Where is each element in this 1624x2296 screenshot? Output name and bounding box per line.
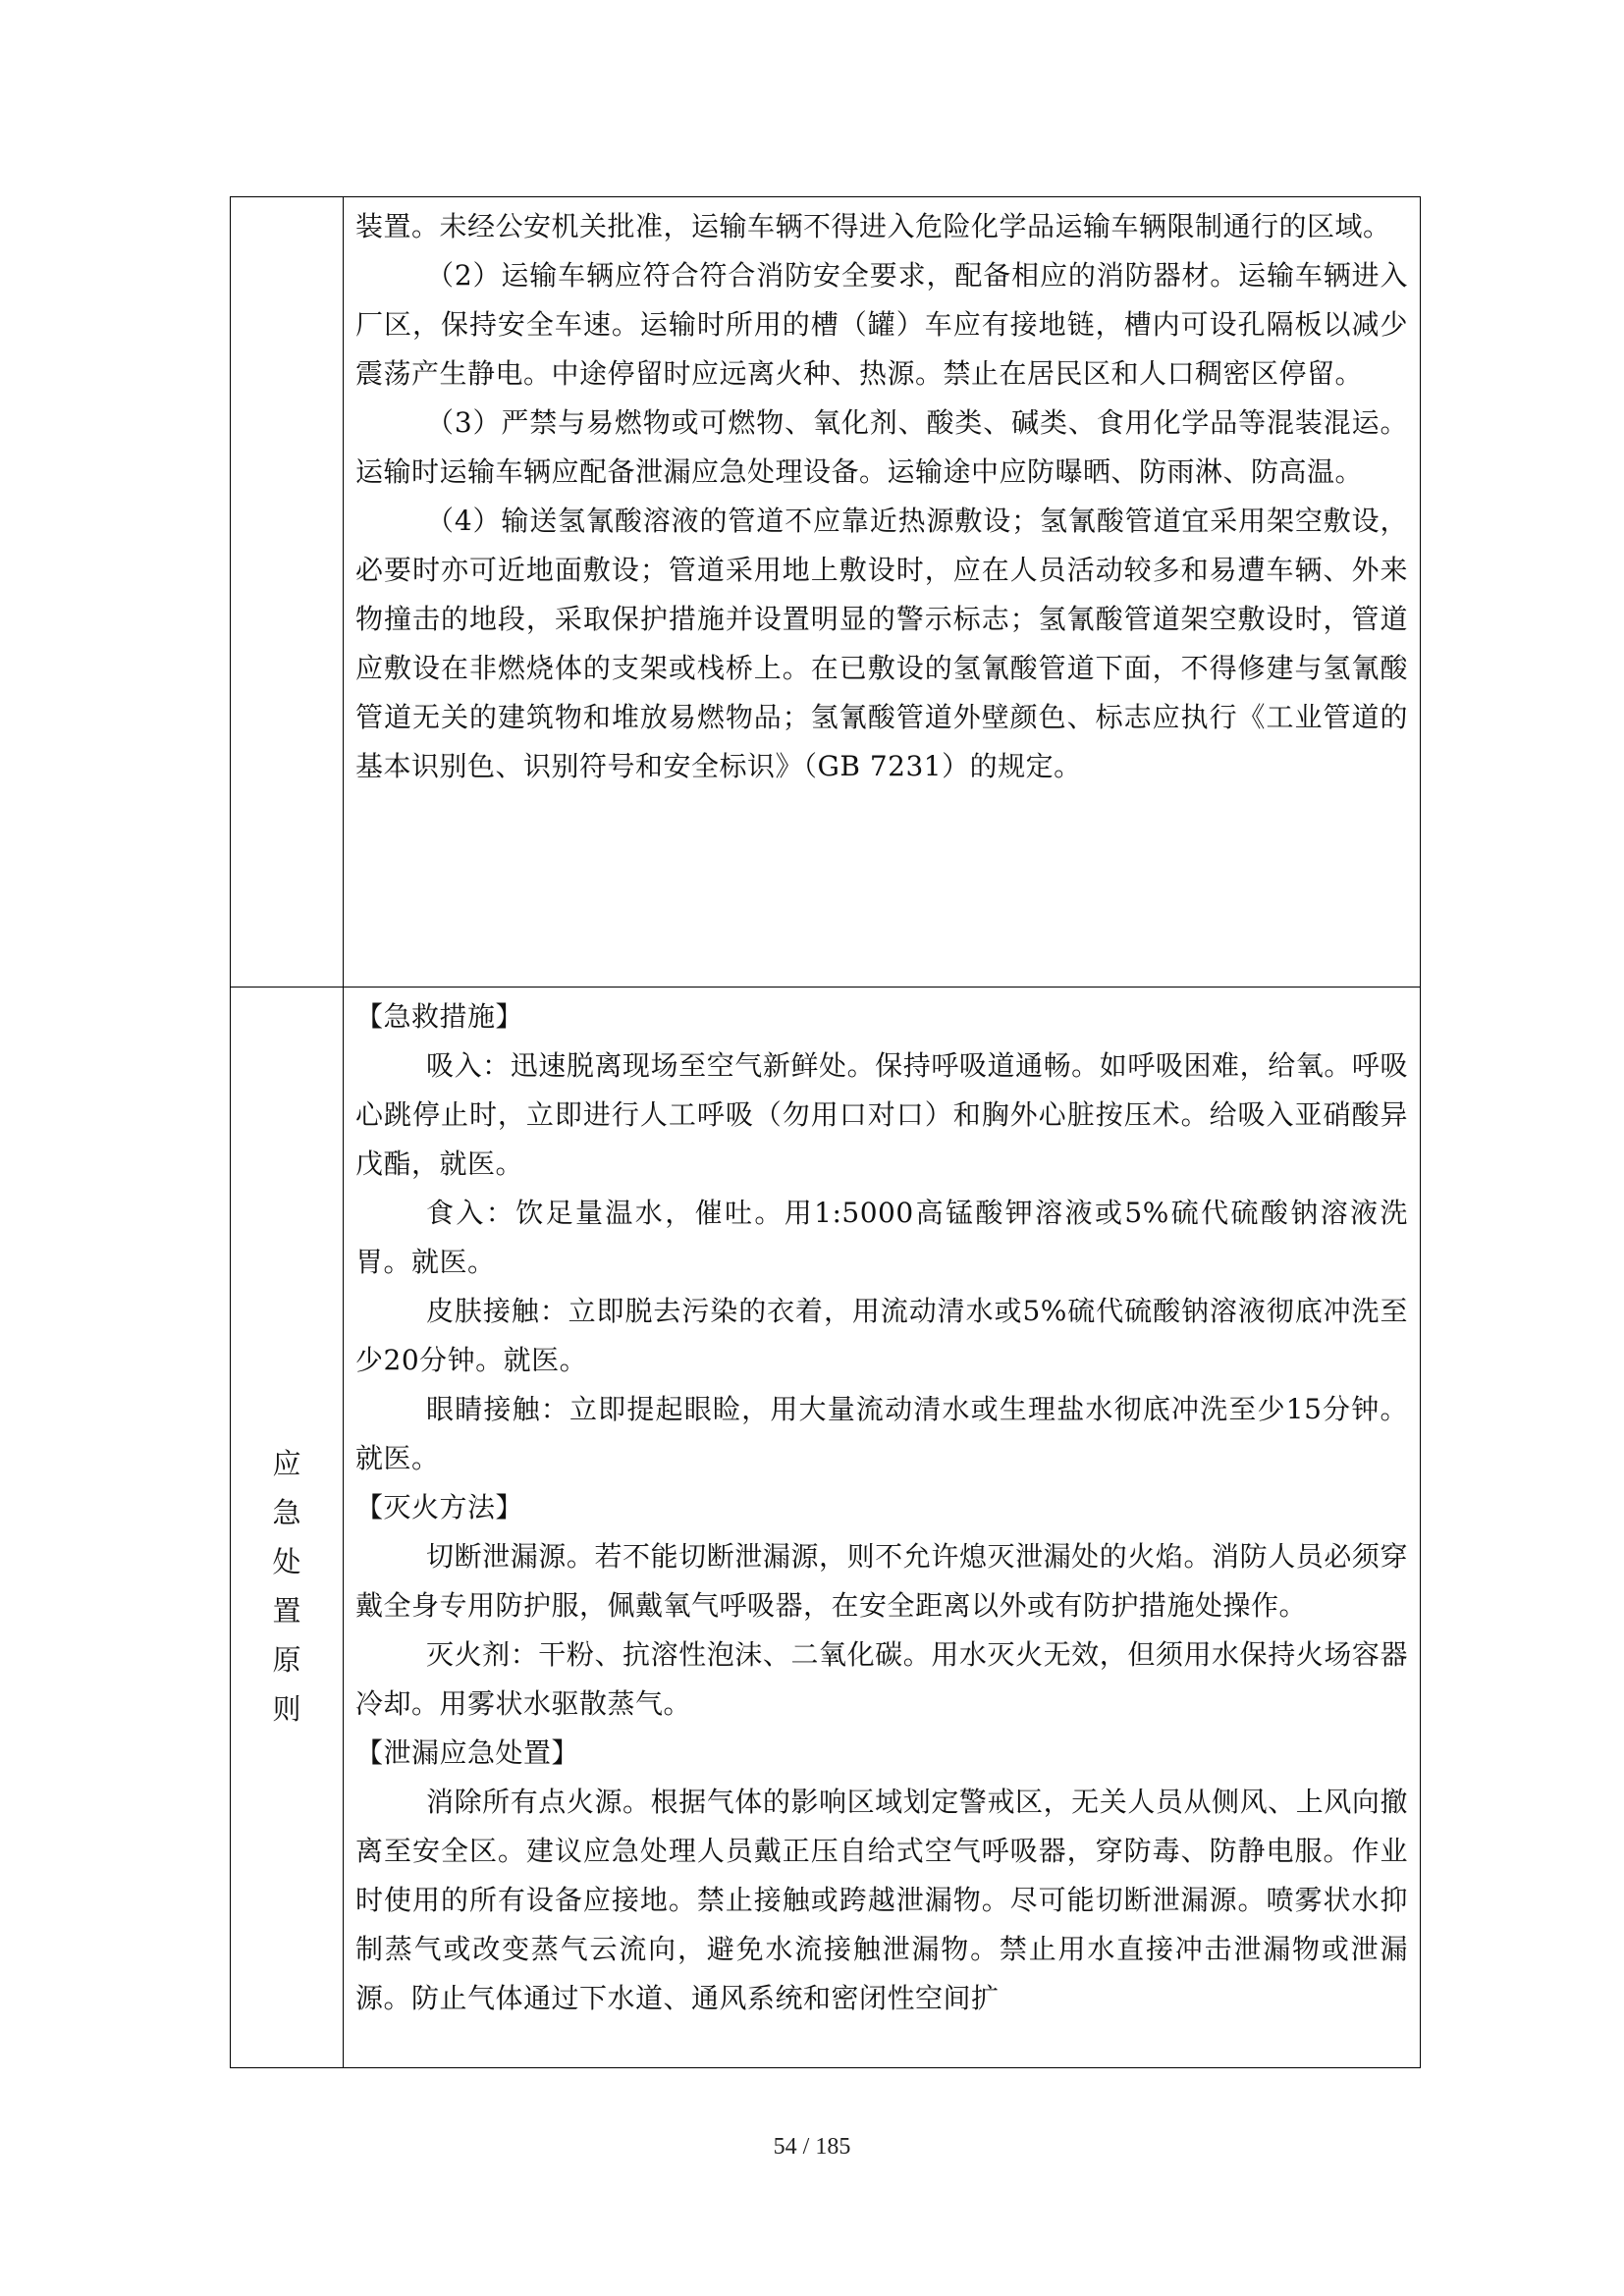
table-row-emergency bbox=[231, 988, 1421, 2068]
transport-content-cell bbox=[344, 197, 1421, 988]
row-label-empty bbox=[231, 197, 344, 988]
emergency-principle-label bbox=[231, 988, 344, 2068]
fire-agent: 灭火剂：干粉、抗溶性泡沫、二氧化碳。用水灭火无效，但须用水保持火场容器冷却。用雾状水驱散蒸气。 bbox=[355, 1638, 1408, 1720]
first-aid-heading: 【急救措施】 bbox=[355, 1000, 524, 1033]
first-aid-ingestion: 食入：饮足量温水，催吐。用1:5000高锰酸钾溶液或5%硫代硫酸钠溶液洗胃。就医。 bbox=[355, 1197, 1408, 1278]
first-aid-inhalation: 吸入：迅速脱离现场至空气新鲜处。保持呼吸道通畅。如呼吸困难，给氧。呼吸心跳停止时，立即进行人工呼吸（勿用口对口）和胸外心脏按压术。给吸入亚硝酸异戊酯，就医。 bbox=[355, 1049, 1408, 1180]
transport-paragraph-continuation: 装置。未经公安机关批准，运输车辆不得进入危险化学品运输车辆限制通行的区域。 bbox=[355, 210, 1391, 242]
table-row-transport bbox=[231, 197, 1421, 988]
label-char: 则 bbox=[272, 1692, 301, 1726]
label-char: 急 bbox=[272, 1496, 301, 1529]
leak-heading: 【泄漏应急处置】 bbox=[355, 1736, 580, 1769]
fire-method: 切断泄漏源。若不能切断泄漏源，则不允许熄灭泄漏处的火焰。消防人员必须穿戴全身专用防护服，佩戴氧气呼吸器，在安全距离以外或有防护措施处操作。 bbox=[355, 1540, 1408, 1622]
label-char: 置 bbox=[272, 1594, 301, 1628]
transport-paragraph-2: （2）运输车辆应符合符合消防安全要求，配备相应的消防器材。运输车辆进入厂区，保持安全车速。运输时所用的槽（罐）车应有接地链，槽内可设孔隔板以减少震荡产生静电。中途停留时应远离火种、热源。禁止在居民区和人口稠密区停留。 bbox=[355, 259, 1408, 390]
label-char: 应 bbox=[272, 1447, 301, 1480]
label-char: 处 bbox=[272, 1545, 301, 1578]
first-aid-eyes: 眼睛接触：立即提起眼睑，用大量流动清水或生理盐水彻底冲洗至少15分钟。就医。 bbox=[355, 1393, 1408, 1474]
transport-paragraph-4: （4）输送氢氰酸溶液的管道不应靠近热源敷设；氢氰酸管道宜采用架空敷设，必要时亦可近地面敷设；管道采用地上敷设时，应在人员活动较多和易遭车辆、外来物撞击的地段，采取保护措施并设置明显的警示标志；氢氰酸管道架空敷设时，管道应敷设在非燃烧体的支架或栈桥上。在已敷设的氢氰酸管道下面，不得修建与氢氰酸管道无关的建筑物和堆放易燃物品；氢氰酸管道外壁颜色、标志应执行《工业管道的基本识别色、识别符号和安全标识》（GB 7231）的规定。 bbox=[355, 505, 1408, 782]
content-table bbox=[230, 196, 1421, 2068]
label-char: 原 bbox=[272, 1643, 301, 1677]
transport-paragraph-3: （3）严禁与易燃物或可燃物、氧化剂、酸类、碱类、食用化学品等混装混运。运输时运输车辆应配备泄漏应急处理设备。运输途中应防曝晒、防雨淋、防高温。 bbox=[355, 406, 1408, 488]
emergency-content-cell bbox=[344, 988, 1421, 2068]
first-aid-skin: 皮肤接触：立即脱去污染的衣着，用流动清水或5%硫代硫酸钠溶液彻底冲洗至少20分钟。就医。 bbox=[355, 1295, 1408, 1376]
page-number: 54 / 185 bbox=[773, 2134, 851, 2160]
leak-text: 消除所有点火源。根据气体的影响区域划定警戒区，无关人员从侧风、上风向撤离至安全区。建议应急处理人员戴正压自给式空气呼吸器，穿防毒、防静电服。作业时使用的所有设备应接地。禁止接触或跨越泄漏物。尽可能切断泄漏源。喷雾状水抑制蒸气或改变蒸气云流向，避免水流接触泄漏物。禁止用水直接冲击泄漏物或泄漏源。防止气体通过下水道、通风系统和密闭性空间扩 bbox=[355, 1786, 1408, 2014]
fire-heading: 【灭火方法】 bbox=[355, 1491, 524, 1523]
